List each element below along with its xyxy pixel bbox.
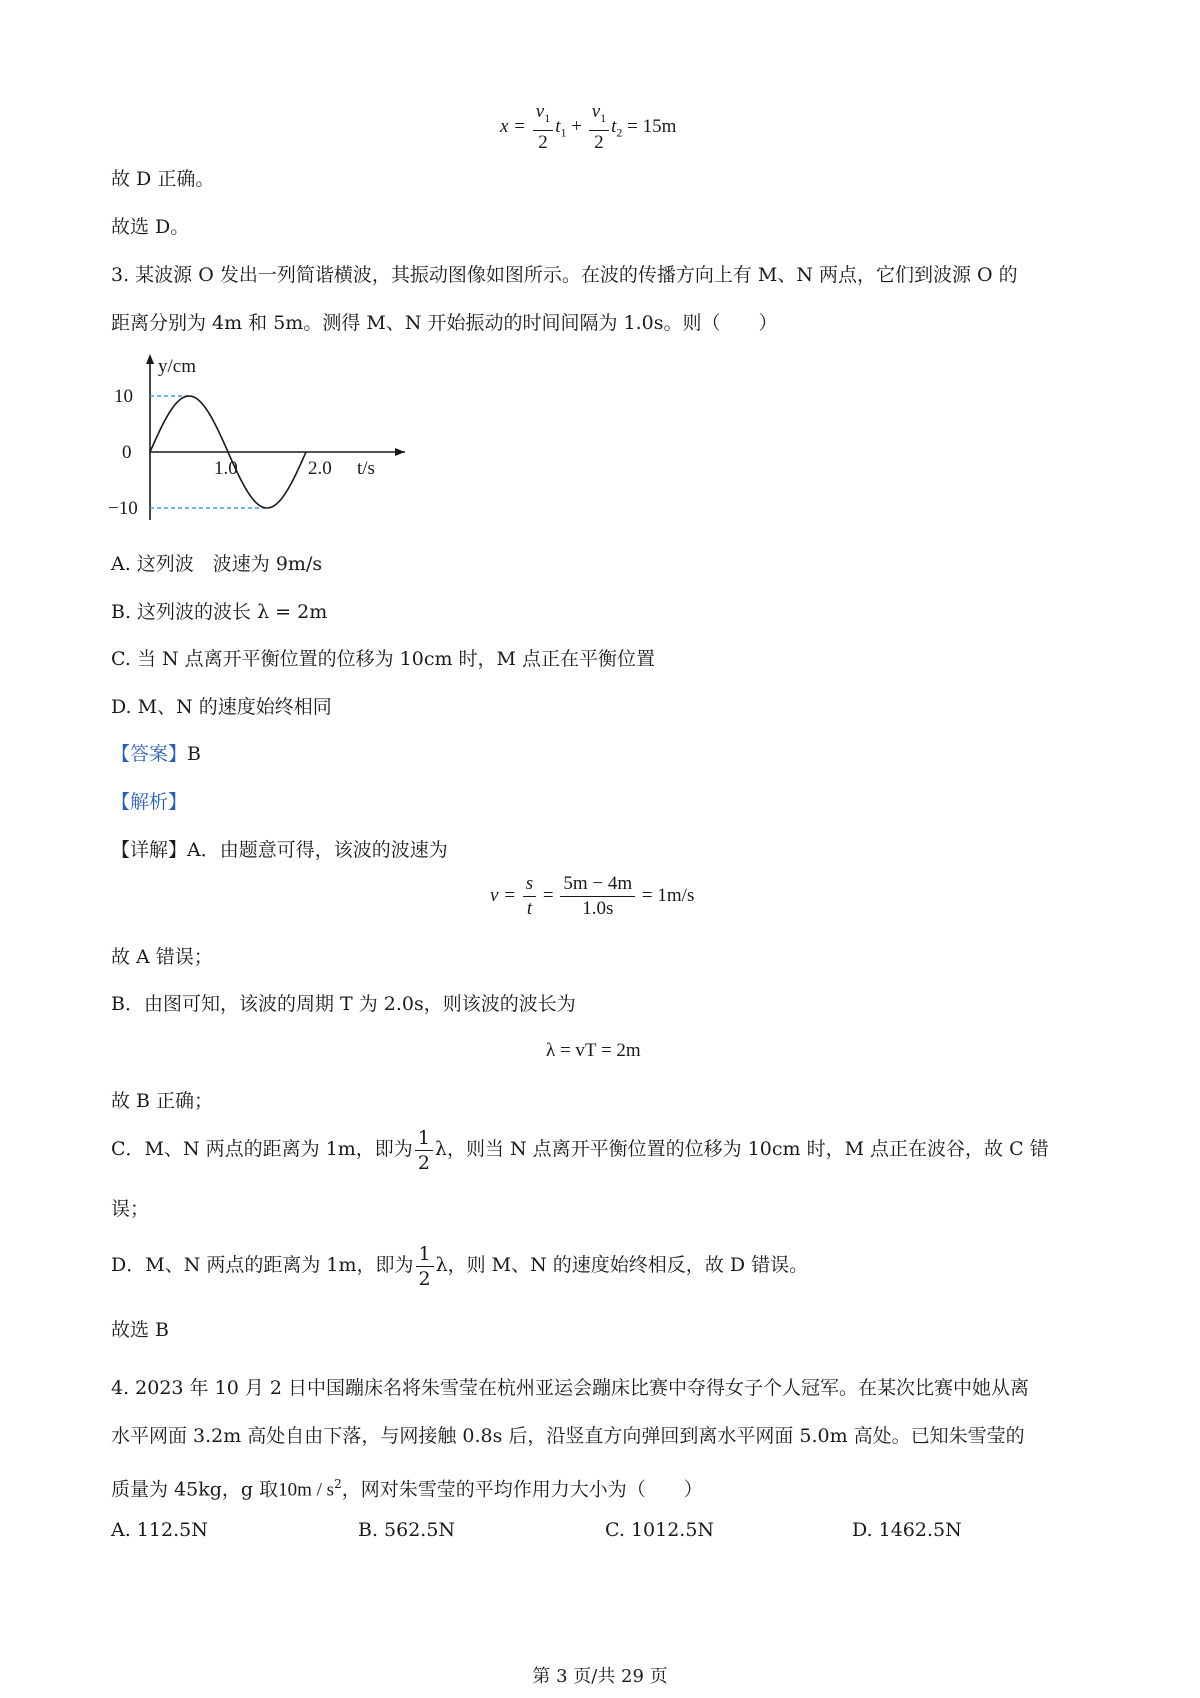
y-axis-label: y/cm: [158, 356, 196, 377]
detail-c-end: 误；: [111, 1198, 150, 1220]
x-axis-label: t/s: [357, 458, 375, 479]
detail-c: C．M、N 两点的距离为 1m，即为 $\frac{1}{2}$ λ，则当 N 点离开平衡位置的位移为 10cm 时，M 点正在波谷，故 C 错: [111, 1126, 1049, 1174]
y-tick-neg10: −10: [108, 498, 138, 519]
equation-velocity: v = $\frac{s}{t}$ = $\frac{5m - 4m}{1.0s}$ = 1m/s: [490, 873, 695, 919]
a-wrong-text: 故 A 错误；: [111, 946, 213, 968]
q4-option-d: D. 1462.5N: [852, 1519, 962, 1541]
q4-option-a: A. 112.5N: [111, 1519, 208, 1541]
equation-displacement: x = $\frac{v_1}{2}$ $t_1$ + $\frac{v_1}{2}$ $t_2 = 15m$: [500, 101, 677, 153]
question-3-line-2: 距离分别为 4m 和 5m。测得 M、N 开始振动的时间间隔为 1.0s。则（ ）: [111, 312, 778, 334]
question-4-line-1: 4. 2023 年 10 月 2 日中国蹦床名将朱雪莹在杭州亚运会蹦床比赛中夺得女子个人冠军。在某次比赛中她从离: [111, 1377, 1029, 1399]
x-axis-arrow: [395, 448, 405, 456]
b-correct-text: 故 B 正确；: [111, 1090, 214, 1112]
question-3-line-1: 3. 某波源 O 发出一列简谐横波，其振动图像如图所示。在波的传播方向上有 M、N 两点，它们到波源 O 的: [111, 264, 1018, 286]
detail-b: B．由图可知，该波的周期 T 为 2.0s，则该波的波长为: [111, 993, 576, 1015]
answer-line: [111, 741, 201, 767]
q4-option-b: B. 562.5N: [358, 1519, 456, 1541]
x-tick-1: 1.0: [214, 458, 238, 479]
x-tick-2: 2.0: [308, 458, 332, 479]
option-c: C. 当 N 点离开平衡位置的位移为 10cm 时，M 点正在平衡位置: [111, 648, 656, 670]
page-footer: 第 3 页/共 29 页: [532, 1666, 668, 1687]
analysis-tag: 【解析】: [111, 791, 188, 813]
question-4-line-2: 水平网面 3.2m 高处自由下落，与网接触 0.8s 后，沿竖直方向弹回到离水平网面 5.0m 高处。已知朱雪莹的: [111, 1425, 1025, 1447]
detail-d: D．M、N 两点的距离为 1m，即为 $\frac{1}{2}$ λ，则 M、N 的速度始终相反，故 D 错误。: [111, 1242, 809, 1290]
q4-option-c: C. 1012.5N: [605, 1519, 715, 1541]
option-b: B. 这列波的波长 λ = 2m: [111, 601, 328, 623]
option-a: A. 这列波 波速为 9m/s: [111, 553, 323, 575]
answer-value: B: [187, 743, 201, 765]
equation-wavelength: λ = vT = 2m: [546, 1040, 641, 1061]
choose-b-text: 故选 B: [111, 1319, 170, 1341]
answer-tag: 【答案】: [111, 743, 188, 765]
eq-lhs: x =: [500, 115, 527, 137]
detail-a: 【详解】A．由题意可得，该波的波速为: [111, 839, 448, 861]
option-d: D. M、N 的速度始终相同: [111, 696, 332, 718]
vibration-graph: [100, 352, 440, 552]
d-correct-text: 故 D 正确。: [111, 168, 215, 190]
y-tick-10: 10: [114, 386, 133, 407]
y-tick-0: 0: [122, 442, 132, 463]
question-4-line-3: 质量为 45kg，g 取$10m / s^2$，网对朱雪莹的平均作用力大小为（ ）: [111, 1477, 703, 1501]
choose-d-text: 故选 D。: [111, 216, 190, 238]
y-axis-arrow: [146, 354, 154, 364]
